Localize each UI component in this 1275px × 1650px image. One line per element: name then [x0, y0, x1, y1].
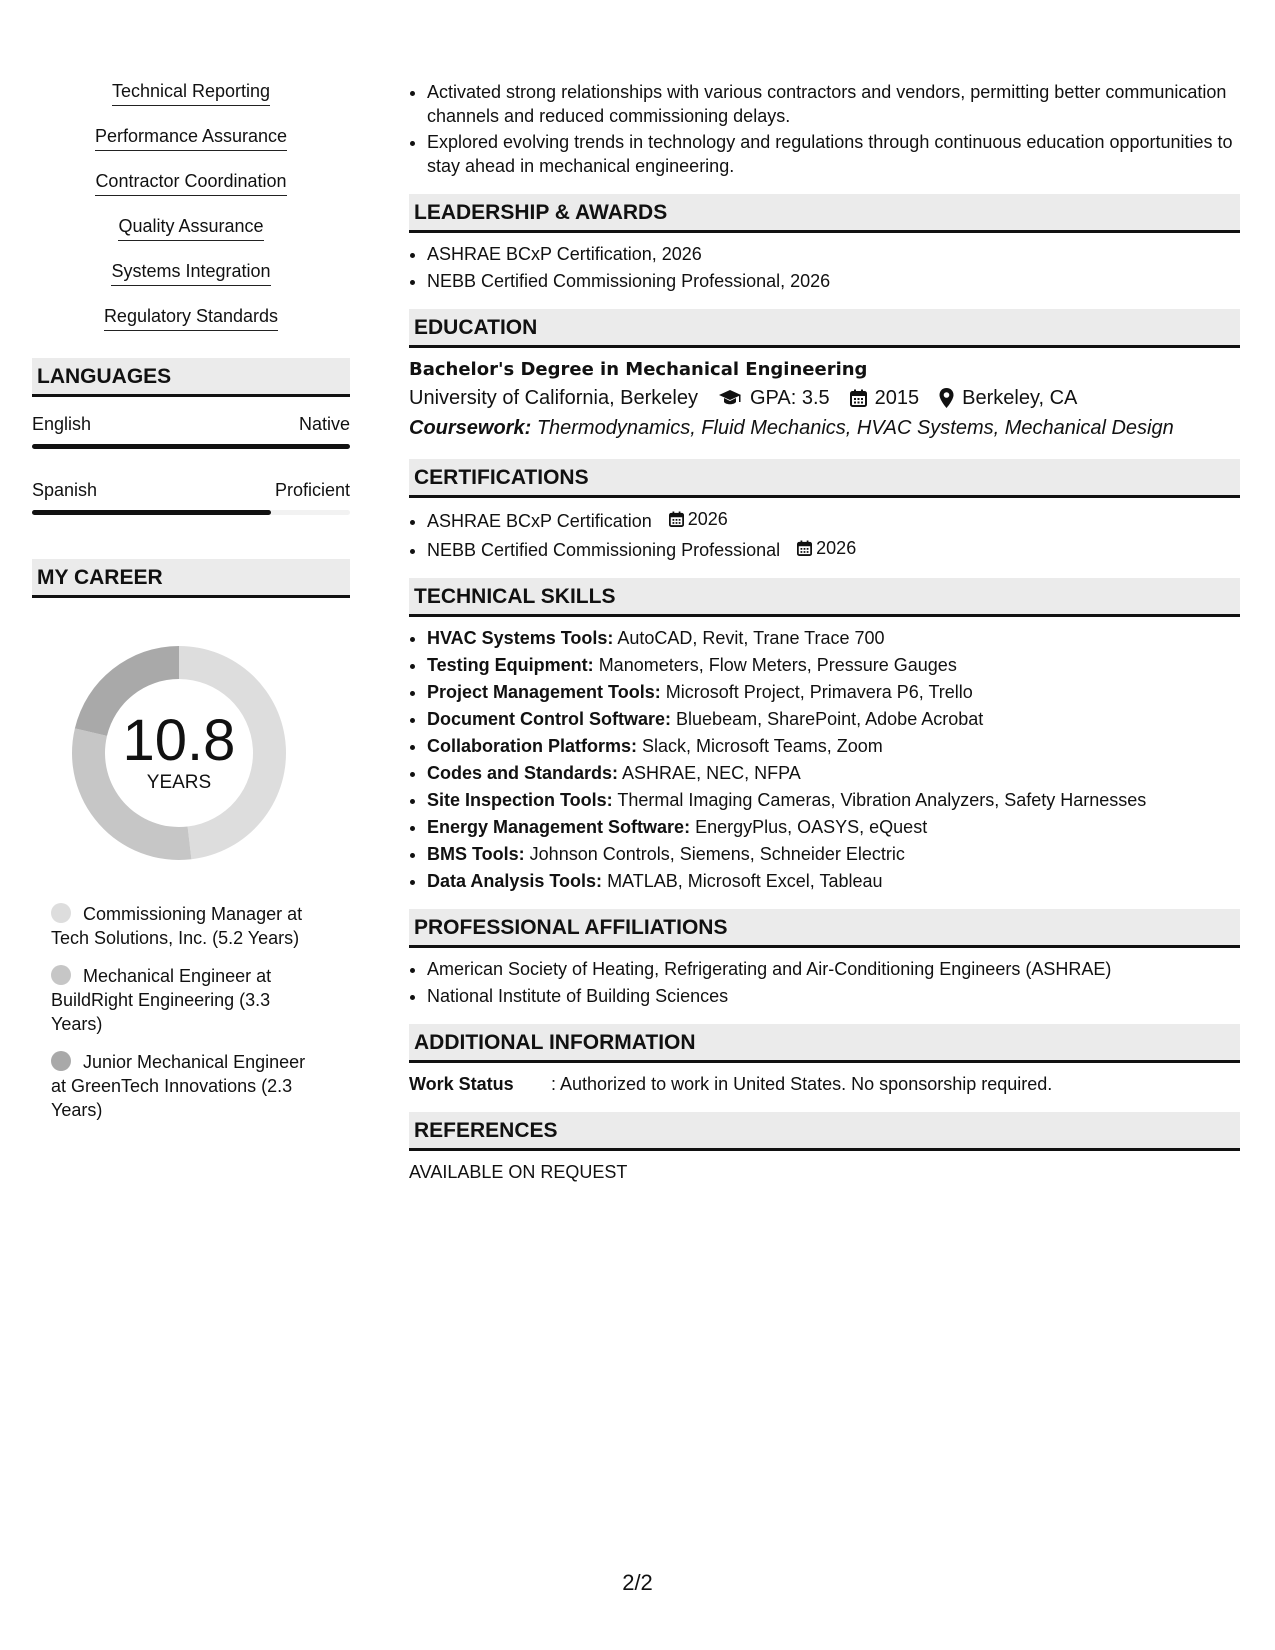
calendar-icon: [850, 389, 867, 407]
list-item: • NEBB Certified Commissioning Professional, 2026: [427, 269, 1240, 293]
skill-item: Systems Integration: [32, 260, 350, 286]
career-heading: MY CAREER: [32, 559, 350, 598]
technical-skills-heading: TECHNICAL SKILLS: [409, 578, 1240, 617]
language-level: Native: [298, 414, 350, 434]
skill-item: Performance Assurance: [32, 125, 350, 151]
list-item: • Project Management Tools: Microsoft Project, Primavera P6, Trello: [427, 680, 1240, 704]
list-item: • Data Analysis Tools: MATLAB, Microsoft Excel, Tableau: [427, 869, 1240, 893]
list-item: • Explored evolving trends in technology and regulations through continuous education opportunities to stay ahead in mechanical engineering.: [427, 130, 1240, 178]
career-unit: YEARS: [146, 772, 212, 793]
list-item: • BMS Tools: Johnson Controls, Siemens, Schneider Electric: [427, 842, 1240, 866]
skill-item: Technical Reporting: [32, 80, 350, 106]
career-legend: [51, 902, 321, 1122]
language-level: Proficient: [274, 480, 350, 500]
career-donut-chart: [66, 640, 292, 866]
affiliations-list: [409, 957, 1240, 1008]
list-item: • NEBB Certified Commissioning Professional 2026: [427, 536, 1240, 562]
skill-item: Contractor Coordination: [32, 170, 350, 196]
list-item: • ASHRAE BCxP Certification 2026: [427, 507, 1240, 533]
language-proficiency-bar: [32, 444, 350, 449]
skill-item: Regulatory Standards: [32, 305, 350, 331]
legend-dot: [51, 903, 71, 923]
career-legend-item: Commissioning Manager at Tech Solutions, Inc. (5.2 Years): [51, 904, 303, 948]
legend-dot: [51, 965, 71, 985]
language-item: [32, 479, 350, 515]
experience-bullets: [409, 80, 1240, 178]
certifications-heading: CERTIFICATIONS: [409, 459, 1240, 498]
references-text: AVAILABLE ON REQUEST: [409, 1162, 628, 1182]
languages-section: [32, 413, 350, 515]
list-item: • HVAC Systems Tools: AutoCAD, Revit, Trane Trace 700: [427, 626, 1240, 650]
calendar-icon: [669, 511, 684, 527]
leadership-list: [409, 242, 1240, 293]
additional-info-heading: ADDITIONAL INFORMATION: [409, 1024, 1240, 1063]
left-column: [32, 80, 350, 1136]
map-pin-icon: [939, 388, 954, 408]
right-column: [409, 80, 1240, 1184]
career-legend-item: Junior Mechanical Engineer at GreenTech Innovations (2.3 Years): [51, 1052, 306, 1120]
skills-list: [32, 80, 350, 331]
coursework: Coursework: Thermodynamics, Fluid Mechanics, HVAC Systems, Mechanical Design: [409, 417, 1174, 439]
degree-title: Bachelor's Degree in Mechanical Engineering: [409, 359, 868, 380]
language-proficiency-bar: [32, 510, 350, 515]
list-item: • Collaboration Platforms: Slack, Microsoft Teams, Zoom: [427, 734, 1240, 758]
technical-skills-list: [409, 626, 1240, 893]
work-status-row: [409, 1072, 1240, 1096]
language-item: [32, 413, 350, 449]
legend-dot: [51, 1051, 71, 1071]
certifications-list: [409, 507, 1240, 562]
list-item: • Energy Management Software: EnergyPlus, OASYS, eQuest: [427, 815, 1240, 839]
list-item: • Testing Equipment: Manometers, Flow Meters, Pressure Gauges: [427, 653, 1240, 677]
work-status-label: Work Status: [409, 1074, 514, 1094]
school-location: Berkeley, CA: [962, 387, 1078, 409]
list-item: • National Institute of Building Sciences: [427, 984, 1240, 1008]
references-heading: REFERENCES: [409, 1112, 1240, 1151]
page-number: 2/2: [622, 1570, 653, 1595]
graduation-cap-icon: [718, 389, 742, 407]
work-status-value: : Authorized to work in United States. No sponsorship required.: [551, 1074, 1053, 1094]
list-item: • American Society of Heating, Refrigerating and Air-Conditioning Engineers (ASHRAE): [427, 957, 1240, 981]
career-legend-item: Mechanical Engineer at BuildRight Engineering (3.3 Years): [51, 966, 272, 1034]
education-heading: EDUCATION: [409, 309, 1240, 348]
career-total: 10.8: [122, 708, 236, 773]
education-details: [409, 383, 1240, 413]
list-item: • Document Control Software: Bluebeam, SharePoint, Adobe Acrobat: [427, 707, 1240, 731]
gpa: GPA: 3.5: [750, 387, 830, 409]
list-item: • Activated strong relationships with various contractors and vendors, permitting better communication channels and reduced commissioning delays.: [427, 80, 1240, 128]
list-item: • Codes and Standards: ASHRAE, NEC, NFPA: [427, 761, 1240, 785]
language-name: Spanish: [32, 480, 98, 500]
list-item: • ASHRAE BCxP Certification, 2026: [427, 242, 1240, 266]
languages-heading: LANGUAGES: [32, 358, 350, 397]
education-entry: [409, 357, 1240, 443]
school-name: University of California, Berkeley: [409, 387, 698, 409]
affiliations-heading: PROFESSIONAL AFFILIATIONS: [409, 909, 1240, 948]
leadership-heading: LEADERSHIP & AWARDS: [409, 194, 1240, 233]
skill-item: Quality Assurance: [32, 215, 350, 241]
calendar-icon: [797, 540, 812, 556]
list-item: • Site Inspection Tools: Thermal Imaging Cameras, Vibration Analyzers, Safety Harnesses: [427, 788, 1240, 812]
graduation-year: 2015: [874, 387, 920, 409]
language-name: English: [32, 414, 92, 434]
